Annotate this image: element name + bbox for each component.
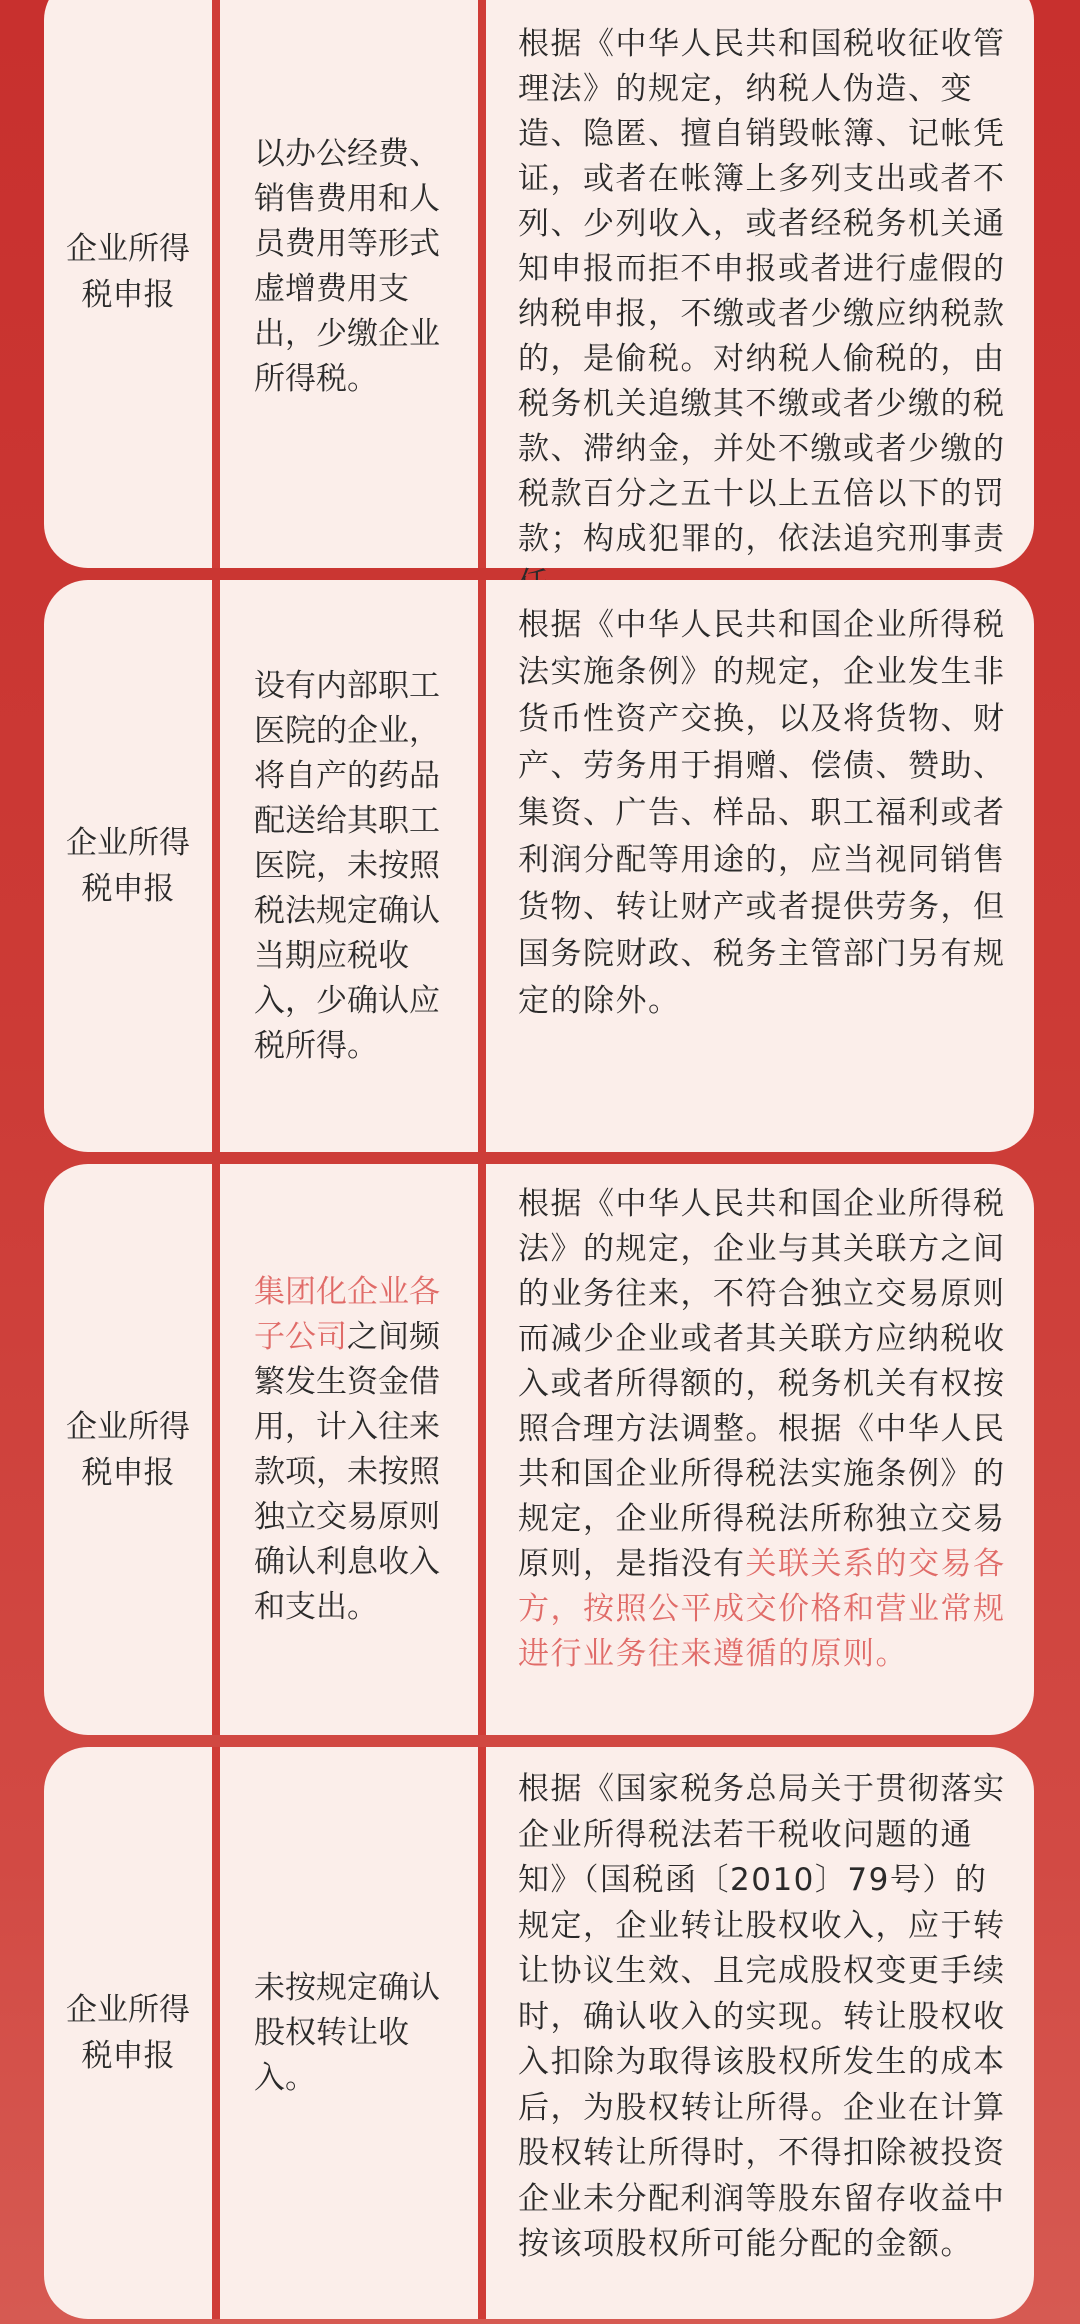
column-divider (212, 1747, 220, 2319)
risk-cell (220, 1747, 478, 2319)
tax-type-text: 企业所得税申报 (66, 1992, 190, 2074)
law-highlight-text: 关联关系的交易各方，按照公平成交价格和营业常规进行业务往来遵循的原则。 (518, 1546, 1006, 1672)
table-row-3 (44, 1164, 1034, 1735)
law-text: 根据《国家税务总局关于贯彻落实企业所得税法若干税收问题的通知》（国税函〔2010〕79号）的规定，企业转让股权收入，应于转让协议生效、且完成股权变更手续时，确认收入的实现。转让股权收入扣除为取得该股权所发生的成本后，为股权转让所得。企业在计算股权转让所得时，不得扣除被投资企业未分配利润等股东留存收益中按该项股权所可能分配的金额。 (518, 1771, 1006, 2262)
risk-text: 未按规定确认股权转让收入。 (254, 1969, 440, 2096)
table-row-1 (44, 0, 1034, 568)
law-main-text: 根据《中华人民共和国企业所得税法》的规定，企业与其关联方之间的业务往来，不符合独立交易原则而减少企业或者其关联方应纳税收入或者所得额的，税务机关有权按照合理方法调整。根据《中华人民共和国企业所得税法实施条例》的规定，企业所得税法所称独立交易原则，是指没有 (518, 1186, 1006, 1582)
law-text (486, 1164, 1006, 1677)
column-divider (212, 0, 220, 568)
column-divider (478, 0, 486, 568)
column-divider (478, 580, 486, 1152)
column-divider (478, 1164, 486, 1735)
tax-type-cell (44, 580, 212, 1152)
risk-rest-text: 之间频繁发生资金借用，计入往来款项，未按照独立交易原则确认利息收入和支出。 (254, 1318, 440, 1625)
risk-text (220, 1270, 450, 1630)
table-row-2 (44, 580, 1034, 1152)
tax-type-text: 企业所得税申报 (66, 825, 190, 907)
tax-type-cell (44, 1747, 212, 2319)
column-divider (212, 580, 220, 1152)
law-cell (486, 0, 1034, 568)
law-text: 根据《中华人民共和国企业所得税法实施条例》的规定，企业发生非货币性资产交换，以及将货物、财产、劳务用于捐赠、偿债、赞助、集资、广告、样品、职工福利或者利润分配等用途的，应当视同销售货物、转让财产或者提供劳务，但国务院财政、税务主管部门另有规定的除外。 (518, 607, 1006, 1019)
column-divider (478, 1747, 486, 2319)
law-text: 根据《中华人民共和国税收征收管理法》的规定，纳税人伪造、变造、隐匿、擅自销毁帐簿、记帐凭证，或者在帐簿上多列支出或者不列、少列收入，或者经税务机关通知申报而拒不申报或者进行虚假的纳税申报，不缴或者少缴应纳税款的，是偷税。对纳税人偷税的，由税务机关追缴其不缴或者少缴的税款、滞纳金，并处不缴或者少缴的税款百分之五十以上五倍以下的罚款；构成犯罪的，依法追究刑事责 (518, 26, 1006, 557)
tax-type-text: 企业所得税申报 (66, 1408, 190, 1491)
risk-cell (220, 0, 478, 568)
column-divider (212, 1164, 220, 1735)
law-cell (486, 1747, 1034, 2319)
law-cell (486, 580, 1034, 1152)
table-row-4 (44, 1747, 1034, 2319)
risk-cell (220, 1164, 478, 1735)
risk-cell (220, 580, 478, 1152)
tax-type-cell (44, 0, 212, 568)
risk-text: 以办公经费、销售费用和人员费用等形式虚增费用支出，少缴企业所得税。 (254, 136, 440, 397)
law-cell (486, 1164, 1034, 1735)
tax-type-text: 企业所得税申报 (66, 231, 190, 313)
risk-text: 设有内部职工医院的企业，将自产的药品配送给其职工医院，未按照税法规定确认当期应税收入，少确认应税所得。 (254, 667, 440, 1064)
risk-highlight-text: 集团化企业各子公司 (254, 1273, 440, 1355)
tax-type-cell (44, 1164, 212, 1735)
